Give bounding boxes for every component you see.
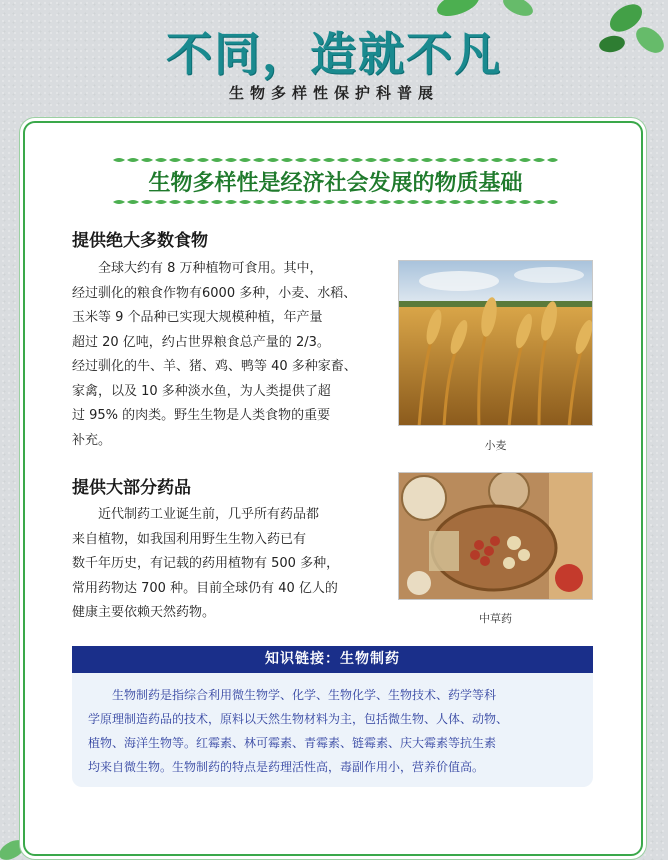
text-line: 学原理制造药品的技术，原料以天然生物材料为主，包括微生物、人体、动物、 (88, 712, 509, 726)
wheat-caption: 小麦 (484, 439, 507, 452)
banner-title: 生物多样性是经济社会发展的物质基础 (148, 171, 523, 196)
section-text-food (72, 257, 380, 453)
text-line: 经过驯化的粮食作物有6000 多种，小麦、水稻、 (72, 285, 357, 301)
page-title: 不同，造就不凡 (166, 27, 502, 81)
wheat-photo (398, 260, 593, 426)
text-line: 均来自微生物。生物制药的特点是药理活性高，毒副作用小，营养价值高。 (88, 760, 485, 774)
page-subtitle: 生物多样性保护科普展 (228, 84, 439, 102)
text-line: 超过 20 亿吨，约占世界粮食总产量的 2/3。 (72, 334, 330, 350)
text-line: 全球大约有 8 万种植物可食用。其中， (72, 261, 323, 276)
section-banner (113, 156, 558, 206)
text-line: 家禽，以及 10 多种淡水鱼，为人类提供了超 (72, 383, 331, 399)
section-heading-medicine: 提供大部分药品 (72, 478, 191, 498)
section-text-medicine (72, 503, 380, 626)
text-line: 经过驯化的牛、羊、猪、鸡、鸭等 40 多种家畜、 (72, 359, 357, 374)
knowledge-link-body (72, 673, 593, 787)
section-heading-food: 提供绝大多数食物 (72, 231, 208, 251)
herbal-medicine-photo (398, 472, 593, 600)
knowledge-link-title: 知识链接：生物制药 (72, 646, 593, 673)
text-line: 生物制药是指综合利用微生物学、化学、生物化学、生物技术、药学等科 (88, 688, 497, 702)
text-line: 健康主要依赖天然药物。 (72, 605, 216, 620)
text-line: 补充。 (72, 432, 112, 448)
leaf-border-top (113, 156, 558, 164)
text-line: 过 95% 的肉类。野生生物是人类食物的重要 (72, 408, 331, 423)
text-line: 常用药物达 700 种。目前全球仍有 40 亿人的 (72, 580, 338, 596)
text-line: 数千年历史，有记载的药用植物有 500 多种， (72, 556, 340, 571)
text-line: 来自植物，如我国利用野生生物入药已有 (72, 531, 307, 547)
leaf-border-bottom (113, 198, 558, 206)
text-line: 玉米等 9 个品种已实现大规模种植，年产量 (72, 310, 323, 325)
text-line: 植物、海洋生物等。红霉素、林可霉素、青霉素、链霉素、庆大霉素等抗生素 (88, 736, 497, 750)
text-line: 近代制药工业诞生前，几乎所有药品都 (72, 507, 320, 522)
herbal-medicine-caption: 中草药 (479, 612, 512, 625)
